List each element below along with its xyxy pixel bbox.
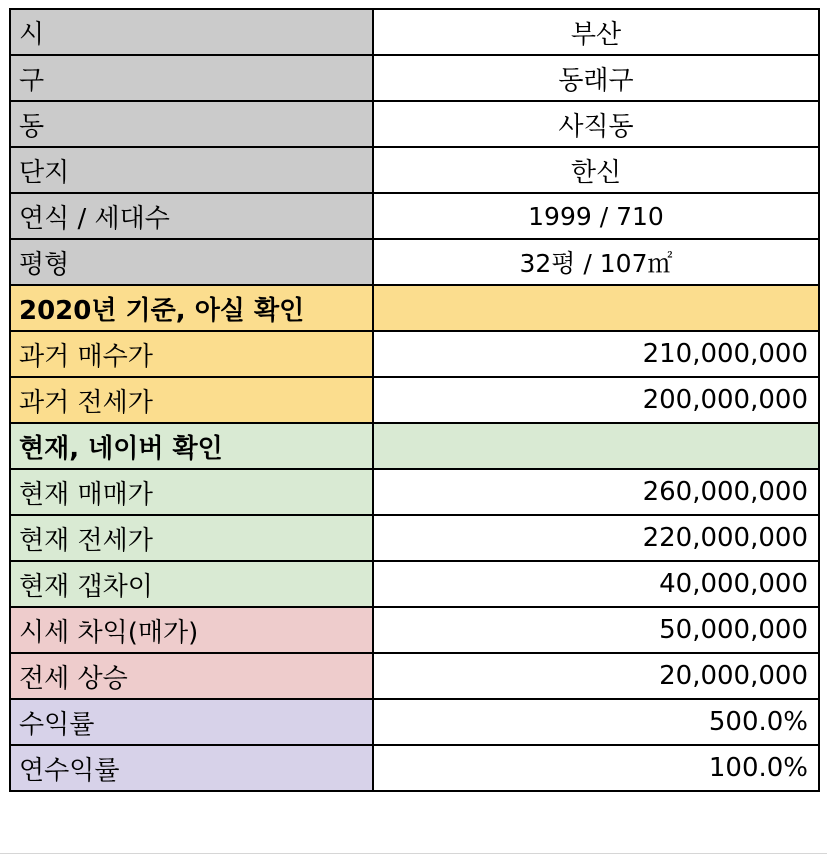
cell-label-city[interactable]: 시	[10, 9, 373, 55]
table-row-current-gap	[10, 561, 819, 607]
cell-label-neighborhood[interactable]: 동	[10, 101, 373, 147]
cell-value-jeonse-rise[interactable]: 20,000,000	[373, 653, 819, 699]
table-row-current-jeonse	[10, 515, 819, 561]
cell-value-current-jeonse[interactable]: 220,000,000	[373, 515, 819, 561]
table-row-jeonse-rise	[10, 653, 819, 699]
cell-label-current-gap[interactable]: 현재 갭차이	[10, 561, 373, 607]
cell-value-district[interactable]: 동래구	[373, 55, 819, 101]
cell-value-neighborhood[interactable]: 사직동	[373, 101, 819, 147]
table-row-past-purchase	[10, 331, 819, 377]
section-header-current	[10, 423, 819, 469]
table-row-past-jeonse	[10, 377, 819, 423]
cell-label-annual-return[interactable]: 연수익률	[10, 745, 373, 791]
table-row-price-gain	[10, 607, 819, 653]
table-row-city	[10, 9, 819, 55]
cell-value-complex[interactable]: 한신	[373, 147, 819, 193]
cell-label-complex[interactable]: 단지	[10, 147, 373, 193]
cell-label-size[interactable]: 평형	[10, 239, 373, 285]
cell-section-current-title[interactable]: 현재, 네이버 확인	[10, 423, 373, 469]
cell-label-price-gain[interactable]: 시세 차익(매가)	[10, 607, 373, 653]
cell-label-return[interactable]: 수익률	[10, 699, 373, 745]
cell-section-past-title[interactable]: 2020년 기준, 아실 확인	[10, 285, 373, 331]
cell-value-past-purchase[interactable]: 210,000,000	[373, 331, 819, 377]
table-row-annual-return	[10, 745, 819, 791]
cell-label-jeonse-rise[interactable]: 전세 상승	[10, 653, 373, 699]
section-header-past	[10, 285, 819, 331]
cell-label-past-purchase[interactable]: 과거 매수가	[10, 331, 373, 377]
table-row-size	[10, 239, 819, 285]
cell-value-price-gain[interactable]: 50,000,000	[373, 607, 819, 653]
cell-value-past-jeonse[interactable]: 200,000,000	[373, 377, 819, 423]
cell-label-current-jeonse[interactable]: 현재 전세가	[10, 515, 373, 561]
table-row-complex	[10, 147, 819, 193]
cell-section-past-blank[interactable]	[373, 285, 819, 331]
sheet-gridline	[0, 853, 827, 854]
table-row-return	[10, 699, 819, 745]
cell-value-year-households[interactable]: 1999 / 710	[373, 193, 819, 239]
cell-label-district[interactable]: 구	[10, 55, 373, 101]
cell-value-annual-return[interactable]: 100.0%	[373, 745, 819, 791]
cell-value-return[interactable]: 500.0%	[373, 699, 819, 745]
table-row-year-households	[10, 193, 819, 239]
cell-label-current-sale[interactable]: 현재 매매가	[10, 469, 373, 515]
spreadsheet-table	[9, 8, 820, 792]
table-row-district	[10, 55, 819, 101]
cell-label-past-jeonse[interactable]: 과거 전세가	[10, 377, 373, 423]
table-row-neighborhood	[10, 101, 819, 147]
cell-label-year-households[interactable]: 연식 / 세대수	[10, 193, 373, 239]
table-row-current-sale	[10, 469, 819, 515]
cell-value-current-sale[interactable]: 260,000,000	[373, 469, 819, 515]
cell-value-size[interactable]: 32평 / 107㎡	[373, 239, 819, 285]
cell-value-city[interactable]: 부산	[373, 9, 819, 55]
cell-value-current-gap[interactable]: 40,000,000	[373, 561, 819, 607]
cell-section-current-blank[interactable]	[373, 423, 819, 469]
